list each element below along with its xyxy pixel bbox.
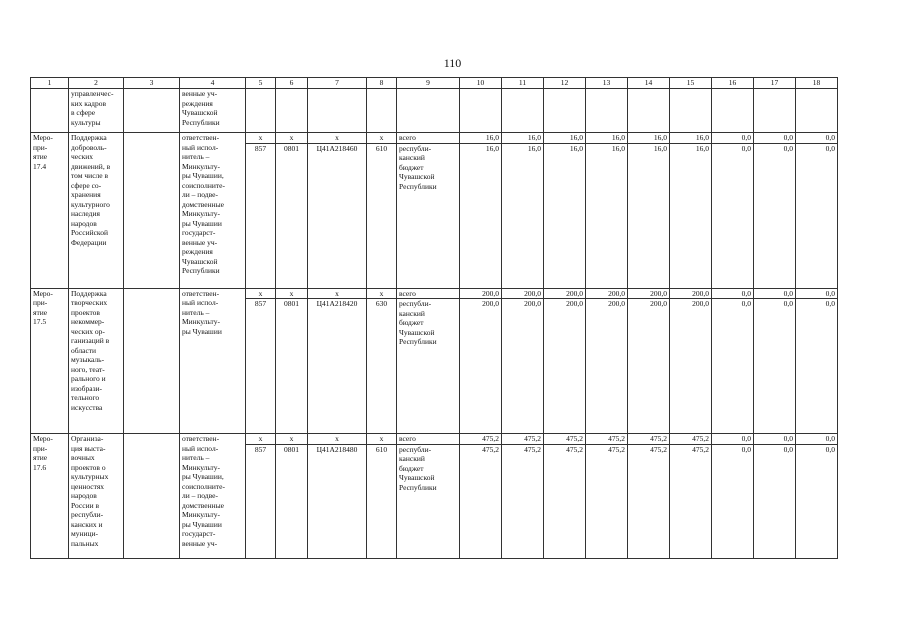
header-cell: 3 — [124, 78, 180, 89]
header-cell: 12 — [544, 78, 586, 89]
cont-empty — [670, 89, 712, 133]
event-executor: ответствен- ный испол- нитель – Минкульту- ры Чувашии, соисполните- ли – подве- домственные Минкульту- ры Чувашии государст- венные уч- реждения Чувашской Республики — [180, 133, 246, 289]
cont-empty — [397, 89, 460, 133]
event-col3 — [124, 434, 180, 559]
cont-empty — [586, 89, 628, 133]
budget-value: 475,2 — [502, 444, 544, 558]
budget-value: 200,0 — [670, 299, 712, 434]
total-value: 16,0 — [502, 133, 544, 144]
budget-c6: 0801 — [276, 444, 308, 558]
total-value: 475,2 — [460, 434, 502, 445]
budget-value: 0,0 — [754, 444, 796, 558]
total-value: 16,0 — [670, 133, 712, 144]
budget-c8: 610 — [367, 444, 397, 558]
total-value: 200,0 — [628, 288, 670, 299]
total-c8: х — [367, 288, 397, 299]
total-source: всего — [397, 288, 460, 299]
budget-value: 475,2 — [460, 444, 502, 558]
header-cell: 14 — [628, 78, 670, 89]
event-name: Поддержка творческих проектов некоммер- ческих ор- ганизаций в области музыкаль- ного, теат- рального и изобрази- тельного искусства — [69, 288, 124, 434]
budget-value: 0,0 — [796, 143, 838, 288]
event-executor: ответствен- ный испол- нитель – Минкульту- ры Чувашии, соисполните- ли – подве- домственные Минкульту- ры Чувашии государст- венные уч- — [180, 434, 246, 559]
budget-value: 16,0 — [670, 143, 712, 288]
header-cell: 17 — [754, 78, 796, 89]
budget-c5: 857 — [246, 143, 276, 288]
budget-value: 16,0 — [544, 143, 586, 288]
header-cell: 1 — [31, 78, 69, 89]
cont-empty — [460, 89, 502, 133]
cont-name: управленчес- ких кадров в сфере культуры — [69, 89, 124, 133]
header-cell: 2 — [69, 78, 124, 89]
budget-c7: Ц41А218420 — [308, 299, 367, 434]
total-value: 475,2 — [544, 434, 586, 445]
total-c7: х — [308, 133, 367, 144]
budget-c8: 630 — [367, 299, 397, 434]
cont-empty — [308, 89, 367, 133]
total-value: 475,2 — [670, 434, 712, 445]
total-value: 200,0 — [670, 288, 712, 299]
total-value: 200,0 — [586, 288, 628, 299]
budget-value: 0,0 — [712, 299, 754, 434]
budget-value: 0,0 — [796, 444, 838, 558]
event-total-row — [31, 434, 838, 445]
budget-value: 200,0 — [586, 299, 628, 434]
total-value: 0,0 — [754, 434, 796, 445]
budget-source: республи- канский бюджет Чувашской Республики — [397, 444, 460, 558]
budget-c8: 610 — [367, 143, 397, 288]
budget-value: 0,0 — [796, 299, 838, 434]
budget-value: 0,0 — [712, 444, 754, 558]
budget-table — [30, 77, 838, 559]
header-cell: 16 — [712, 78, 754, 89]
total-value: 0,0 — [754, 288, 796, 299]
budget-value: 0,0 — [754, 299, 796, 434]
total-value: 200,0 — [544, 288, 586, 299]
budget-value: 475,2 — [544, 444, 586, 558]
budget-c7: Ц41А218480 — [308, 444, 367, 558]
header-cell: 10 — [460, 78, 502, 89]
total-value: 200,0 — [460, 288, 502, 299]
event-id: Меро- при- ятие 17.5 — [31, 288, 69, 434]
header-cell: 8 — [367, 78, 397, 89]
budget-value: 200,0 — [628, 299, 670, 434]
cont-empty — [367, 89, 397, 133]
header-row — [31, 78, 838, 89]
budget-value: 16,0 — [586, 143, 628, 288]
cont-executor: венные уч- реждения Чувашской Республики — [180, 89, 246, 133]
cont-empty — [246, 89, 276, 133]
total-c8: х — [367, 133, 397, 144]
total-value: 16,0 — [586, 133, 628, 144]
total-value: 16,0 — [460, 133, 502, 144]
header-cell: 11 — [502, 78, 544, 89]
budget-c6: 0801 — [276, 299, 308, 434]
total-value: 475,2 — [502, 434, 544, 445]
event-executor: ответствен- ный испол- нитель – Минкульту- ры Чувашии — [180, 288, 246, 434]
total-value: 0,0 — [796, 133, 838, 144]
total-c7: х — [308, 434, 367, 445]
event-id: Меро- при- ятие 17.4 — [31, 133, 69, 289]
total-c5: х — [246, 434, 276, 445]
total-value: 0,0 — [796, 288, 838, 299]
cont-empty — [276, 89, 308, 133]
page-number: 110 — [443, 56, 462, 70]
header-cell: 6 — [276, 78, 308, 89]
budget-value: 475,2 — [586, 444, 628, 558]
total-value: 475,2 — [628, 434, 670, 445]
event-total-row — [31, 288, 838, 299]
event-col3 — [124, 288, 180, 434]
header-cell: 4 — [180, 78, 246, 89]
total-value: 0,0 — [754, 133, 796, 144]
total-c6: х — [276, 434, 308, 445]
total-value: 475,2 — [586, 434, 628, 445]
total-value: 0,0 — [712, 133, 754, 144]
cont-col1 — [31, 89, 69, 133]
budget-source: республи- канский бюджет Чувашской Республики — [397, 143, 460, 288]
total-c7: х — [308, 288, 367, 299]
cont-empty — [502, 89, 544, 133]
header-cell: 18 — [796, 78, 838, 89]
budget-value: 475,2 — [628, 444, 670, 558]
budget-value: 200,0 — [460, 299, 502, 434]
continuation-row — [31, 89, 838, 133]
cont-empty — [712, 89, 754, 133]
budget-c5: 857 — [246, 299, 276, 434]
total-source: всего — [397, 434, 460, 445]
header-cell: 9 — [397, 78, 460, 89]
budget-value: 475,2 — [670, 444, 712, 558]
budget-c6: 0801 — [276, 143, 308, 288]
budget-value: 16,0 — [628, 143, 670, 288]
budget-c7: Ц41А218460 — [308, 143, 367, 288]
event-col3 — [124, 133, 180, 289]
event-name: Организа- ция выста- вочных проектов о культурных ценностях народов России в республи- канских и муници- пальных — [69, 434, 124, 559]
total-c6: х — [276, 288, 308, 299]
budget-value: 0,0 — [754, 143, 796, 288]
cont-col3 — [124, 89, 180, 133]
budget-value: 0,0 — [712, 143, 754, 288]
budget-value: 200,0 — [544, 299, 586, 434]
cont-empty — [754, 89, 796, 133]
total-value: 0,0 — [712, 288, 754, 299]
cont-empty — [628, 89, 670, 133]
budget-value: 16,0 — [502, 143, 544, 288]
total-c5: х — [246, 133, 276, 144]
budget-source: республи- канский бюджет Чувашской Республики — [397, 299, 460, 434]
header-cell: 7 — [308, 78, 367, 89]
header-cell: 13 — [586, 78, 628, 89]
cont-empty — [544, 89, 586, 133]
event-id: Меро- при- ятие 17.6 — [31, 434, 69, 559]
budget-c5: 857 — [246, 444, 276, 558]
total-value: 0,0 — [796, 434, 838, 445]
cont-empty — [796, 89, 838, 133]
header-cell: 15 — [670, 78, 712, 89]
event-total-row — [31, 133, 838, 144]
total-c6: х — [276, 133, 308, 144]
budget-value: 200,0 — [502, 299, 544, 434]
total-c8: х — [367, 434, 397, 445]
total-value: 16,0 — [628, 133, 670, 144]
total-source: всего — [397, 133, 460, 144]
total-value: 16,0 — [544, 133, 586, 144]
total-c5: х — [246, 288, 276, 299]
event-name: Поддержка доброволь- ческих движений, в том числе в сфере со- хранения культурного наследия народов Российской Федерации — [69, 133, 124, 289]
budget-value: 16,0 — [460, 143, 502, 288]
total-value: 200,0 — [502, 288, 544, 299]
total-value: 0,0 — [712, 434, 754, 445]
header-cell: 5 — [246, 78, 276, 89]
